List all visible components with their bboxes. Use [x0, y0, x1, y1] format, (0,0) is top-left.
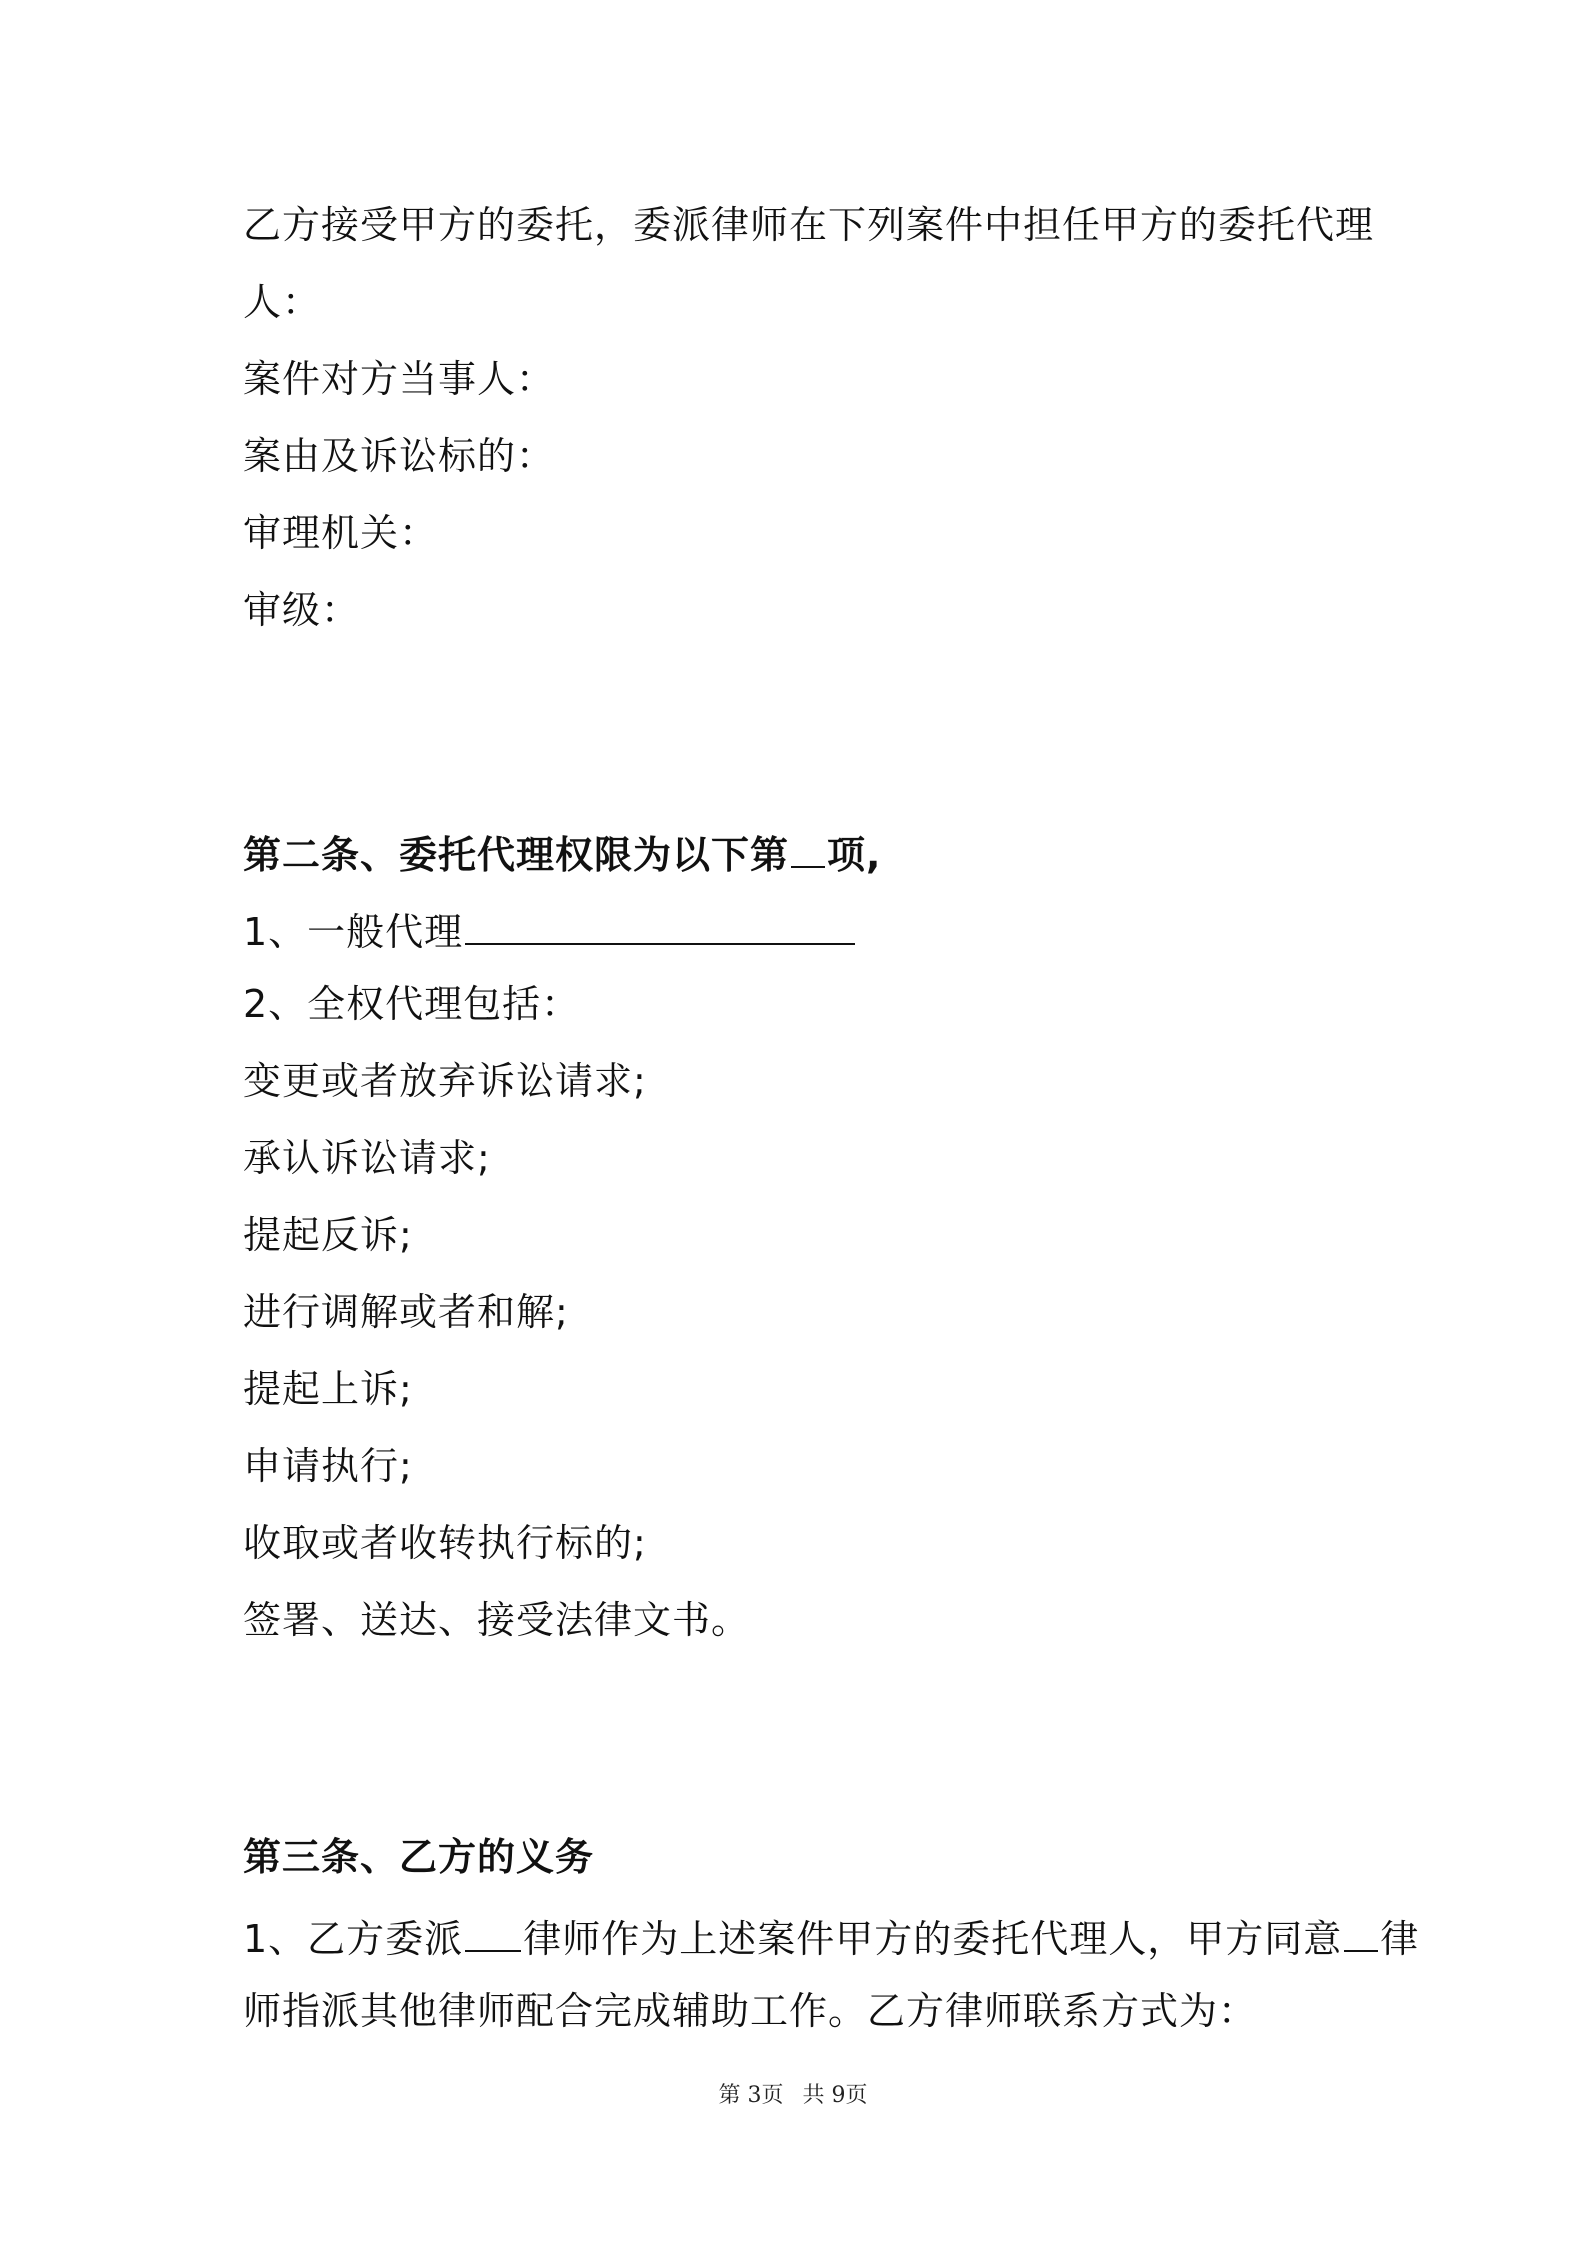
intro-line-1: 乙方接受甲方的委托，委派律师在下列案件中担任甲方的委托代理	[243, 203, 1375, 247]
blank-lawyer-name	[465, 1910, 521, 1952]
article-2-heading	[243, 826, 881, 879]
article-2-heading-text: 第二条、委托代理权限为以下第	[243, 833, 790, 877]
blank-lawyer-consent	[1344, 1910, 1378, 1952]
field-opposing-party: 案件对方当事人：	[243, 357, 556, 401]
article-2-item-1	[243, 903, 857, 956]
article-3-heading: 第三条、乙方的义务	[243, 1835, 595, 1879]
item-1-label: 1、一般代理	[243, 910, 464, 954]
field-cause-of-action: 案由及诉讼标的：	[243, 434, 556, 478]
power-item: 申请执行;	[243, 1444, 413, 1488]
power-item: 提起上诉;	[243, 1367, 413, 1411]
blank-general-agency	[465, 903, 855, 945]
intro-line-2: 人：	[243, 280, 322, 324]
article-3-para-1-line-1	[243, 1910, 1419, 1963]
power-item: 签署、送达、接受法律文书。	[243, 1598, 751, 1642]
power-item: 变更或者放弃诉讼请求;	[243, 1059, 647, 1103]
field-trial-level: 审级：	[243, 588, 361, 632]
page-footer	[0, 2078, 1586, 2109]
para-1-suffix: 律	[1380, 1917, 1420, 1961]
power-item: 提起反诉;	[243, 1213, 413, 1257]
page-total: 共 9页	[802, 2083, 868, 2108]
power-item: 收取或者收转执行标的;	[243, 1521, 647, 1565]
para-1-middle: 律师作为上述案件甲方的委托代理人，甲方同意	[523, 1917, 1343, 1961]
blank-item-number	[791, 826, 825, 868]
power-item: 承认诉讼请求;	[243, 1136, 491, 1180]
page-number: 第 3页	[718, 2083, 784, 2108]
article-3-para-1-line-2: 师指派其他律师配合完成辅助工作。乙方律师联系方式为：	[243, 1989, 1258, 2033]
article-2-item-2: 2、全权代理包括：	[243, 982, 581, 1026]
para-1-prefix: 1、乙方委派	[243, 1917, 464, 1961]
article-2-heading-suffix: 项,	[827, 833, 882, 877]
power-item: 进行调解或者和解;	[243, 1290, 569, 1334]
field-trial-authority: 审理机关：	[243, 511, 439, 555]
